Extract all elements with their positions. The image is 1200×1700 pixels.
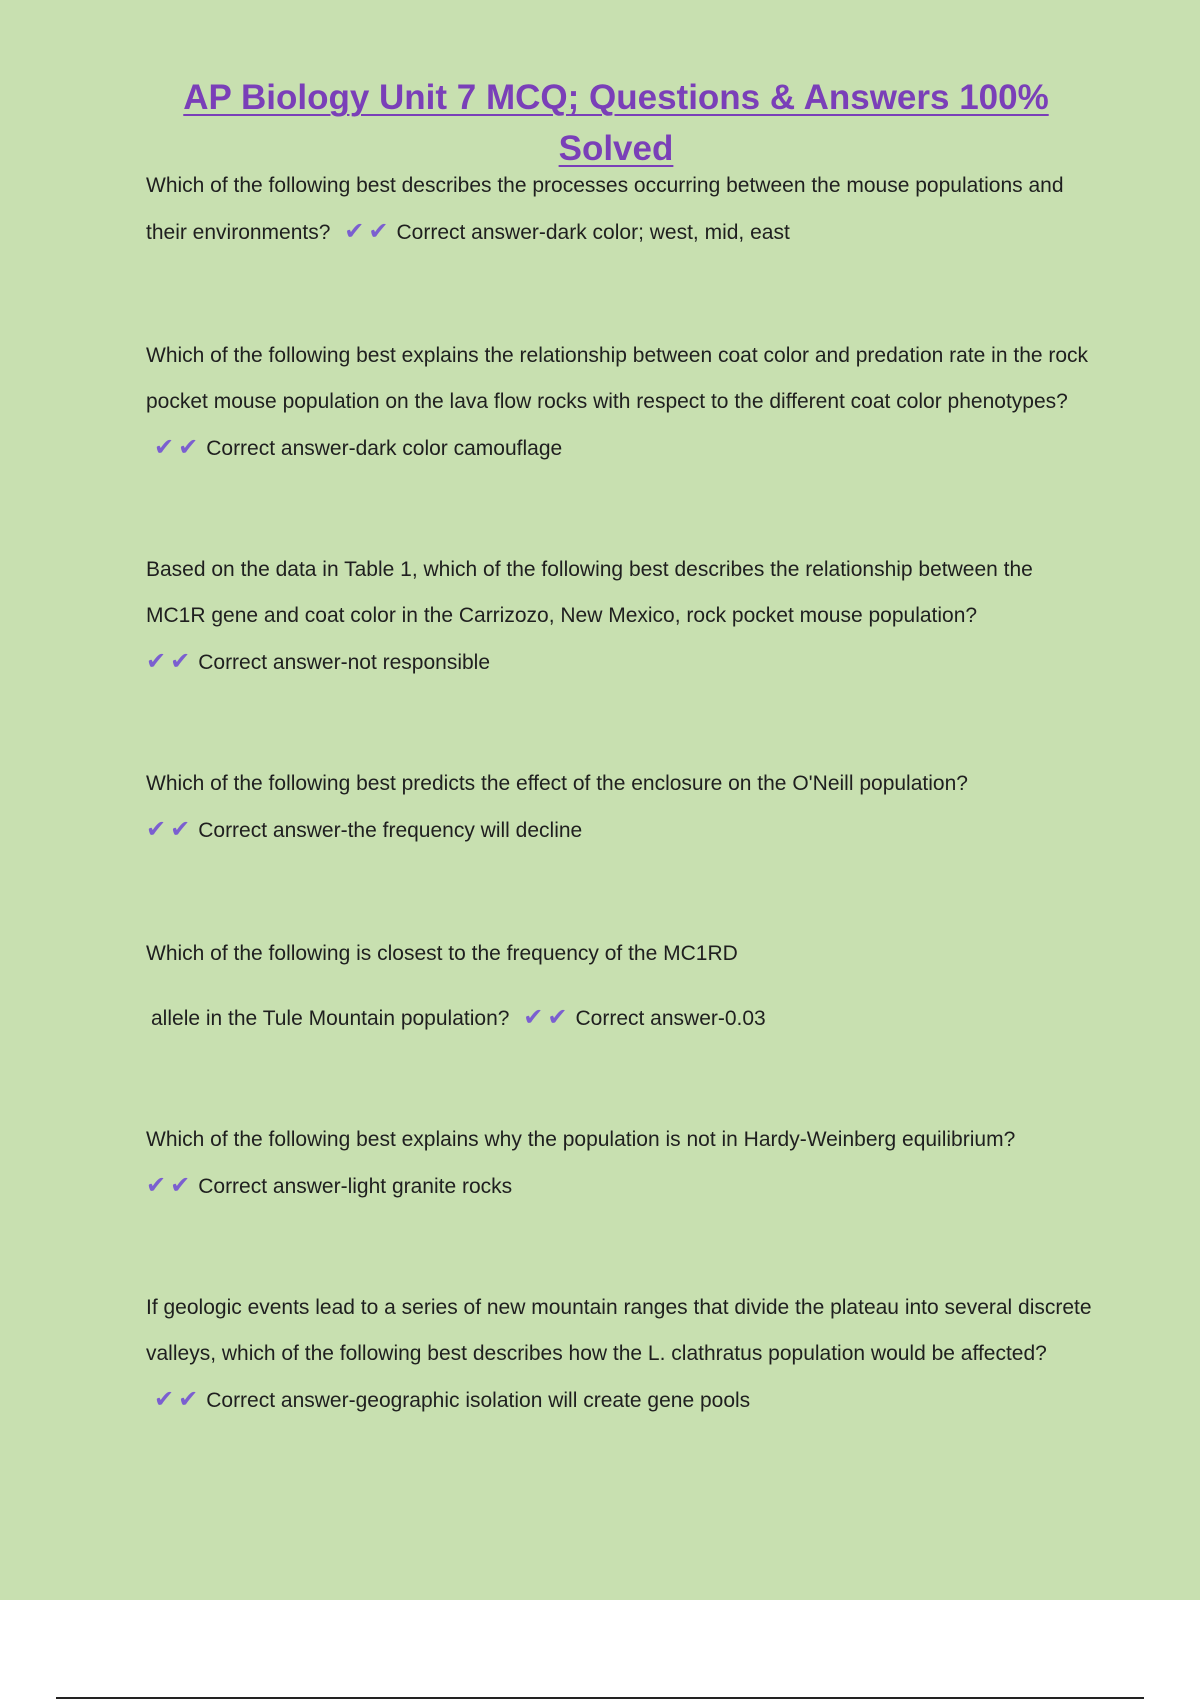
question-text-line-1: Which of the following is closest to the frequency of the MC1RD xyxy=(146,942,738,965)
question-text-line-2: allele in the Tule Mountain population? xyxy=(151,1007,510,1030)
qa-item-7 xyxy=(146,1285,1096,1424)
footer-divider xyxy=(56,1697,1144,1699)
answer-text: Correct answer-dark color; west, mid, east xyxy=(396,221,790,244)
answer-text: Correct answer-geographic isolation will create gene pools xyxy=(206,1389,751,1412)
answer-text: Correct answer-the frequency will decline xyxy=(198,819,583,842)
double-check-icon: ✔✔ xyxy=(154,1386,203,1413)
double-check-icon: ✔✔ xyxy=(523,1004,572,1031)
double-check-icon: ✔✔ xyxy=(146,648,195,675)
qa-item-4 xyxy=(146,761,1096,854)
qa-item-1 xyxy=(146,163,1096,256)
question-text: Which of the following best describes the processes occurring between the mouse populations and their environments? xyxy=(146,174,1064,244)
qa-item-6 xyxy=(146,1117,1096,1210)
double-check-icon: ✔✔ xyxy=(344,218,393,245)
double-check-icon: ✔✔ xyxy=(146,816,195,843)
double-check-icon: ✔✔ xyxy=(154,434,203,461)
question-text: Which of the following best predicts the effect of the enclosure on the O'Neill population? xyxy=(146,772,968,795)
answer-text: Correct answer-not responsible xyxy=(198,651,491,674)
question-text: Which of the following best explains the relationship between coat color and predation rate in the rock pocket mouse population on the lava flow rocks with respect to the different coat color phenotypes? xyxy=(146,344,1089,413)
double-check-icon: ✔✔ xyxy=(146,1172,195,1199)
question-text: Which of the following best explains why the population is not in Hardy-Weinberg equilibrium? xyxy=(146,1128,1016,1151)
page-title: AP Biology Unit 7 MCQ; Questions & Answers 100% Solved xyxy=(183,78,1049,168)
answer-text: Correct answer-light granite rocks xyxy=(198,1175,513,1198)
question-text: If geologic events lead to a series of new mountain ranges that divide the plateau into several discrete valleys, which of the following best describes how the L. clathratus population would be affected? xyxy=(146,1296,1092,1365)
question-text: Based on the data in Table 1, which of the following best describes the relationship between the MC1R gene and coat color in the Carrizozo, New Mexico, rock pocket mouse population? xyxy=(146,558,1033,627)
qa-item-3 xyxy=(146,547,1096,686)
qa-item-2 xyxy=(146,333,1096,472)
answer-text: Correct answer-0.03 xyxy=(575,1007,766,1030)
qa-item-5 xyxy=(146,931,1096,1042)
answer-text: Correct answer-dark color camouflage xyxy=(206,437,563,460)
